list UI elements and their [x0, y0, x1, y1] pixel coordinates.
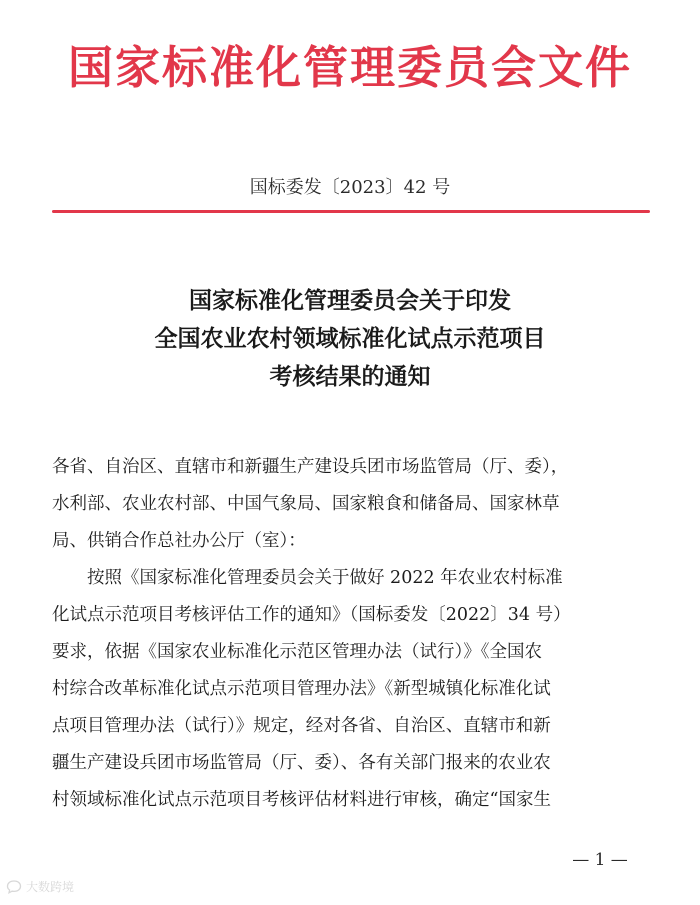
document-body	[52, 449, 656, 819]
body-paragraph-line: 按照《国家标准化管理委员会关于做好 2022 年农业农村标准	[52, 568, 563, 588]
addressee-line: 水利部、农业农村部、中国气象局、国家粮食和储备局、国家林草	[52, 494, 560, 514]
watermark-text: 大数跨境	[26, 880, 75, 894]
red-divider-line	[52, 210, 650, 213]
subject-title-line: 国家标准化管理委员会关于印发	[189, 288, 511, 314]
body-paragraph-line: 村综合改革标准化试点示范项目管理办法》《新型城镇化标准化试	[52, 679, 551, 699]
page-number: — 1 —	[572, 850, 628, 870]
body-paragraph-line: 疆生产建设兵团市场监管局（厅、委）、各有关部门报来的农业农	[52, 753, 551, 773]
document-number: 国标委发〔2023〕42 号	[249, 177, 451, 198]
chat-bubble-icon	[6, 879, 22, 895]
body-paragraph-line: 村领域标准化试点示范项目考核评估材料进行审核，确定“国家生	[52, 790, 551, 810]
body-paragraph-line: 要求，依据《国家农业标准化示范区管理办法（试行）》《全国农	[52, 642, 542, 662]
document-header-title: 国家标准化管理委员会文件	[67, 41, 632, 94]
watermark	[6, 878, 74, 895]
addressee-line: 局、供销合作总社办公厅（室）：	[52, 531, 306, 551]
body-paragraph-line: 点项目管理办法（试行）》规定，经对各省、自治区、直辖市和新	[52, 716, 551, 736]
body-paragraph-line: 化试点示范项目考核评估工作的通知》（国标委发〔2022〕34 号）	[52, 605, 571, 625]
subject-title	[0, 282, 700, 396]
subject-title-line: 考核结果的通知	[269, 364, 431, 390]
subject-title-line: 全国农业农村领域标准化试点示范项目	[154, 326, 546, 352]
addressee-line: 各省、自治区、直辖市和新疆生产建设兵团市场监管局（厅、委），	[52, 457, 569, 477]
